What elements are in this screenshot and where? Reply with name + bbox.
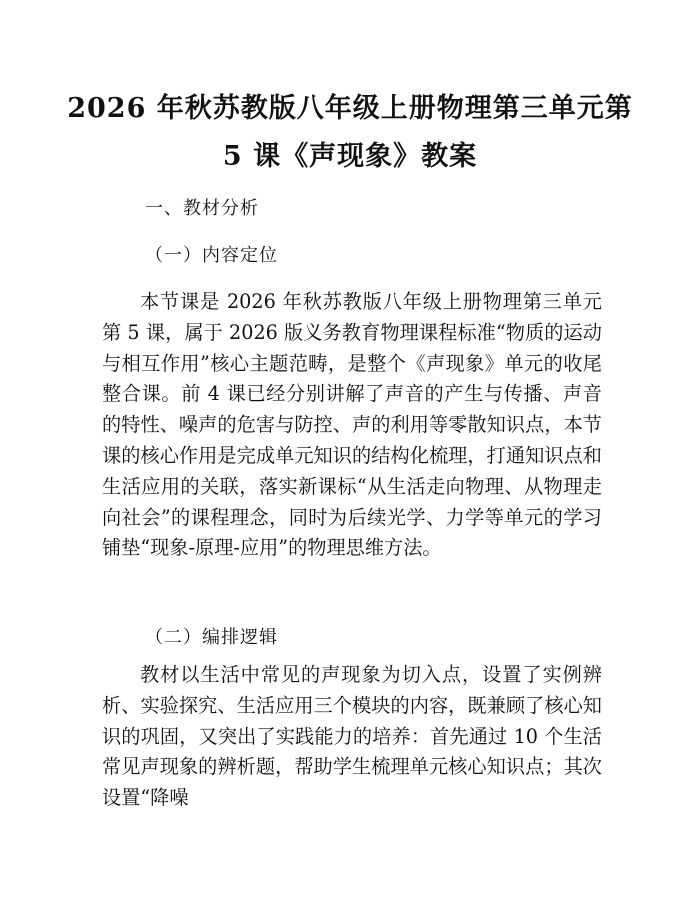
paragraph-arrangement-logic: 教材以生活中常见的声现象为切入点，设置了实例辨析、实验探究、生活应用三个模块的内容，既兼顾了核心知识的巩固，又突出了实践能力的培养：首先通过 10 个生活常见声现象的辨析题，帮助学生梳理单元核心知识点；其次设置“降噪: [102, 663, 602, 810]
paragraph-content-positioning: 本节课是 2026 年秋苏教版八年级上册物理第三单元第 5 课，属于 2026 版义务教育物理课程标准“物质的运动与相互作用”核心主题范畴，是整个《声现象》单元的收尾整合课。前 4 课已经分别讲解了声音的产生与传播、声音的特性、噪声的危害与防控、声的利用等零散知识点，本节课的核心作用是完成单元知识的结构化梳理，打通知识点和生活应用的关联，落实新课标“从生活走向物理、从物理走向社会”的课程理念，同时为后续光学、力学等单元的学习铺垫“现象-原理-应用”的物理思维方法。: [102, 290, 602, 560]
subsection-heading-content-positioning: （一）内容定位: [145, 245, 278, 266]
section-heading-textbook-analysis: 一、教材分析: [145, 198, 259, 219]
document-title-line-1: 2026 年秋苏教版八年级上册物理第三单元第: [67, 93, 633, 124]
subsection-heading-arrangement-logic: （二）编排逻辑: [145, 627, 278, 648]
document-title-line-2: 5 课《声现象》教案: [222, 141, 478, 172]
